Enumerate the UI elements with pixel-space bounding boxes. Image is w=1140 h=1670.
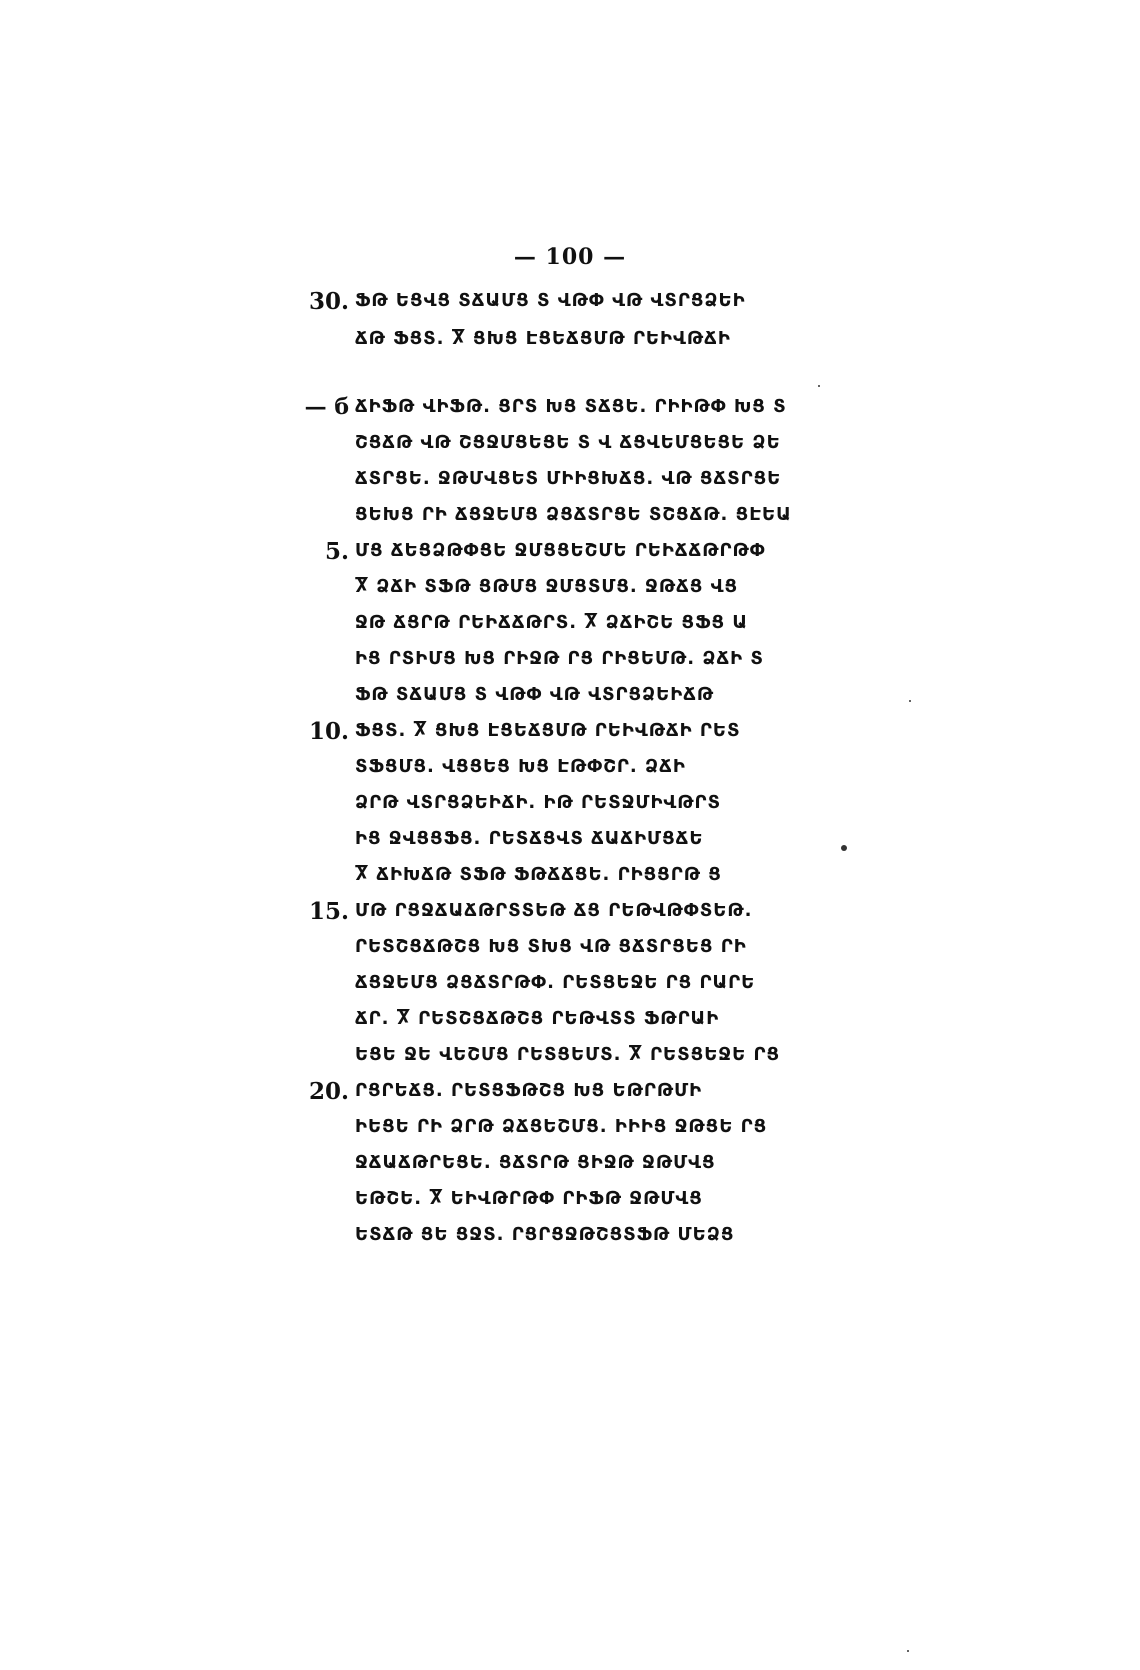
scan-speck	[818, 385, 820, 387]
text-line	[287, 572, 847, 610]
line-text: ՃԹ ՖՑՏ. Ⴟ ՑԽՑ ԷՑԵՃՑՄԹ ՐԵԻՎԹՃԻ	[355, 328, 731, 349]
text-line	[287, 500, 847, 538]
text-line	[287, 1112, 847, 1150]
page-number: — 100 —	[513, 244, 627, 270]
scan-speck	[909, 700, 911, 702]
line-number: 15.	[308, 898, 349, 925]
text-line	[287, 428, 847, 466]
text-line	[287, 932, 847, 970]
line-text: ՖԹ ԵՑՎՑ ՏՃԱՄՑ Տ ՎԹՓ ՎԹ ՎՏՐՑՁԵԻ	[355, 290, 746, 311]
line-text: ՋՃԱՃԹՐԵՑԵ. ՑՃՏՐԹ ՑԻՋԹ ՋԹՄՎՑ	[355, 1152, 716, 1173]
text-line	[287, 1148, 847, 1186]
line-text: ՃՐ. Ⴟ ՐԵՏՇՑՃԹՇՑ ՐԵԹՎՏՏ ՖԹՐԱԻ	[355, 1008, 720, 1029]
line-text: ԻՑ ՋՎՑՑՖՑ. ՐԵՏՃՑՎՏ ՃԱՃԻՄՑՃԵ	[355, 828, 704, 849]
line-text: ԵԹՇԵ. Ⴟ ԵԻՎԹՐԹՓ ՐԻՖԹ ՋԹՄՎՑ	[355, 1188, 703, 1209]
text-line	[287, 896, 847, 934]
text-line	[287, 644, 847, 682]
line-text: ՃՏՐՑԵ. ՋԹՄՎՑԵՏ ՄԻԻՑԽՃՑ. ՎԹ ՑՃՏՐՑԵ	[355, 468, 782, 489]
line-text: ԵՏՃԹ ՑԵ ՑՋՏ. ՐՑՐՑՋԹՇՑՏՖԹ ՄԵՁՑ	[355, 1224, 735, 1245]
text-line	[287, 392, 847, 430]
line-marker: — б	[304, 394, 349, 420]
line-text: ՁՐԹ ՎՏՐՑՁԵԻՃԻ. ԻԹ ՐԵՏՋՄԻՎԹՐՏ	[355, 792, 722, 813]
text-line	[287, 608, 847, 646]
text-line	[287, 464, 847, 502]
text-line	[287, 788, 847, 826]
line-text: ՏՖՑՄՑ. ՎՑՑԵՑ ԽՑ ԷԹՓՇՐ. ՁՃԻ	[355, 756, 686, 777]
text-line	[287, 536, 847, 574]
text-line	[287, 286, 847, 324]
text-line	[287, 324, 847, 362]
text-line	[287, 680, 847, 718]
line-text: ՋԹ ՃՑՐԹ ՐԵԻՃՃԹՐՏ. Ⴟ ՁՃԻՇԵ ՑՖՑ Ա	[355, 612, 748, 633]
line-number: 5.	[324, 538, 349, 565]
line-text: ՖԹ ՏՃԱՄՑ Տ ՎԹՓ ՎԹ ՎՏՐՑՁԵԻՃԹ	[355, 684, 715, 705]
text-line	[287, 860, 847, 898]
line-text: ՐՑՐԵՃՑ. ՐԵՏՑՖԹՇՑ ԽՑ ԵԹՐԹՄԻ	[355, 1080, 703, 1101]
line-text: ԵՑԵ ՋԵ ՎԵՇՄՑ ՐԵՏՑԵՄՏ. Ⴟ ՐԵՏՑԵՋԵ ՐՑ	[355, 1044, 781, 1065]
line-text: ՑԵԽՑ ՐԻ ՃՑՋԵՄՑ ՁՑՃՏՐՑԵ ՏՇՑՃԹ. ՑԷԵԱ	[355, 504, 792, 525]
text-line	[287, 716, 847, 754]
text-line	[287, 1004, 847, 1042]
line-text: ՄԹ ՐՑՋՃԱՃԹՐՏՏԵԹ ՃՑ ՐԵԹՎԹՓՏԵԹ.	[355, 900, 753, 921]
line-text: Ⴟ ՁՃԻ ՏՖԹ ՑԹՄՑ ՋՄՑՏՄՑ. ՋԹՃՑ ՎՑ	[355, 576, 739, 597]
scan-speck	[841, 845, 847, 851]
line-text: ՇՑՃԹ ՎԹ ՇՑՋՄՑԵՑԵ Տ Վ ՃՑՎԵՄՑԵՑԵ ՁԵ	[355, 432, 781, 453]
line-text: ԻՑ ՐՏԻՄՑ ԽՑ ՐԻՋԹ ՐՑ ՐԻՑԵՄԹ. ՁՃԻ Տ	[355, 648, 764, 669]
text-line	[287, 1076, 847, 1114]
line-text: ՄՑ ՃԵՑՁԹՓՑԵ ՋՄՑՑԵՇՄԵ ՐԵԻՃՃԹՐԹՓ	[355, 540, 766, 561]
line-text: ՃՑՋԵՄՑ ՁՑՃՏՐԹՓ. ՐԵՏՑԵՋԵ ՐՑ ՐԱՐԵ	[355, 972, 756, 993]
text-line	[287, 1220, 847, 1258]
line-text: ՐԵՏՇՑՃԹՇՑ ԽՑ ՏԽՑ ՎԹ ՑՃՏՐՑԵՑ ՐԻ	[355, 936, 747, 957]
line-text: ՃԻՖԹ ՎԻՖԹ. ՑՐՏ ԽՑ ՏՃՑԵ. ՐԻԻԹՓ ԽՑ Տ	[355, 396, 787, 417]
line-text: ՖՑՏ. Ⴟ ՑԽՑ ԷՑԵՃՑՄԹ ՐԵԻՎԹՃԻ ՐԵՏ	[355, 720, 741, 741]
text-line	[287, 1040, 847, 1078]
line-number: 30.	[308, 288, 349, 315]
line-text: ԻԵՑԵ ՐԻ ՁՐԹ ՁՃՑԵՇՄՑ. ԻԻԻՑ ՋԹՑԵ ՐՑ	[355, 1116, 768, 1137]
line-number: 20.	[308, 1078, 349, 1105]
text-line	[287, 1184, 847, 1222]
line-text: Ⴟ ՃԻԽՃԹ ՏՖԹ ՖԹՃՃՑԵ. ՐԻՑՑՐԹ Ց	[355, 864, 722, 885]
text-line	[287, 824, 847, 862]
text-line	[287, 968, 847, 1006]
text-line	[287, 752, 847, 790]
scan-speck	[907, 1650, 909, 1652]
line-number: 10.	[308, 718, 349, 745]
